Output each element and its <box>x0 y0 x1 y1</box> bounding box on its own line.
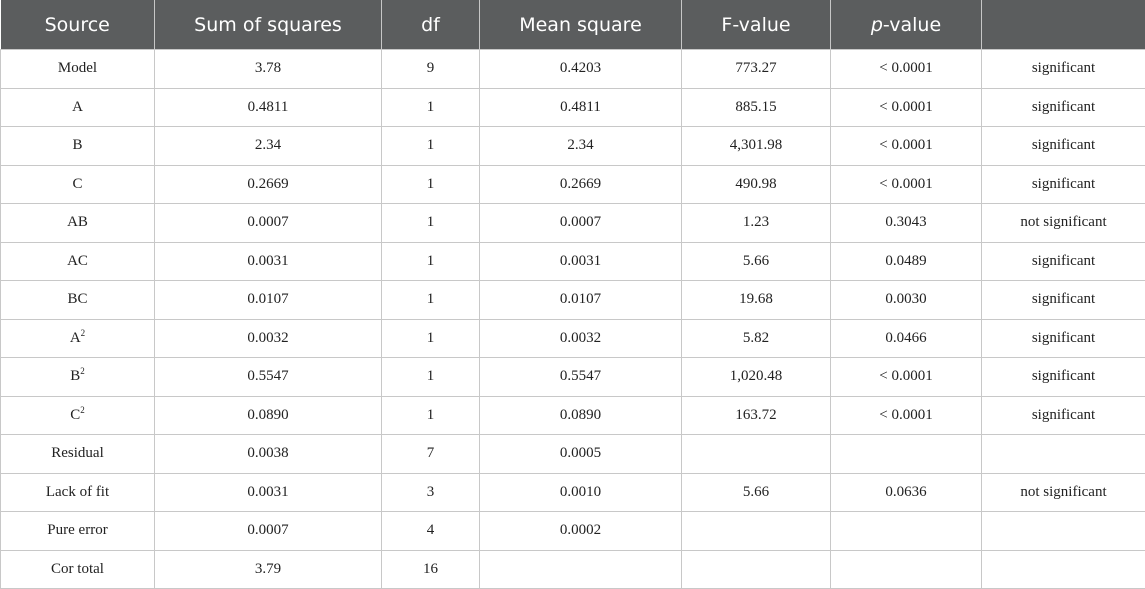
p-value-cell <box>831 127 982 166</box>
sum-of-squares-cell <box>155 512 382 551</box>
sum-of-squares-cell-text: 0.0032 <box>247 330 288 346</box>
table-row <box>1 319 1145 358</box>
df-cell-text: 1 <box>427 291 435 307</box>
mean-square-cell-text: 0.0107 <box>560 291 601 307</box>
df-cell <box>382 242 480 281</box>
df-cell-text: 1 <box>427 176 435 192</box>
sum-of-squares-cell <box>155 396 382 435</box>
mean-square-cell-text: 0.0031 <box>560 253 601 269</box>
mean-square-cell-text: 0.0007 <box>560 214 601 230</box>
sum-of-squares-cell <box>155 88 382 127</box>
source-cell-text: A <box>72 99 83 115</box>
significance-cell <box>982 204 1145 243</box>
p-value-cell-text: 0.0466 <box>885 330 926 346</box>
significance-cell-text: significant <box>1032 407 1095 423</box>
mean-square-cell <box>480 88 682 127</box>
source-cell-text: B <box>72 137 82 153</box>
sum-of-squares-cell <box>155 319 382 358</box>
df-cell <box>382 165 480 204</box>
source-superscript: 2 <box>80 405 85 415</box>
header-mean-square: Mean square <box>480 0 682 50</box>
table-row <box>1 281 1145 320</box>
p-value-cell-text: < 0.0001 <box>879 407 932 423</box>
significance-cell <box>982 88 1145 127</box>
sum-of-squares-cell-text: 2.34 <box>255 137 281 153</box>
source-cell <box>1 50 155 89</box>
mean-square-cell-text: 0.0010 <box>560 484 601 500</box>
source-cell <box>1 396 155 435</box>
p-value-cell <box>831 550 982 589</box>
df-cell-text: 1 <box>427 137 435 153</box>
df-cell-text: 1 <box>427 99 435 115</box>
sum-of-squares-cell <box>155 550 382 589</box>
p-value-cell-text: < 0.0001 <box>879 99 932 115</box>
mean-square-cell <box>480 319 682 358</box>
f-value-cell-text: 4,301.98 <box>730 137 783 153</box>
significance-cell <box>982 319 1145 358</box>
f-value-cell <box>682 435 831 474</box>
sum-of-squares-cell-text: 0.0107 <box>247 291 288 307</box>
header-sum-of-squares: Sum of squares <box>155 0 382 50</box>
source-cell-text: Lack of fit <box>46 484 109 500</box>
source-cell <box>1 88 155 127</box>
mean-square-cell <box>480 165 682 204</box>
df-cell <box>382 281 480 320</box>
source-cell <box>1 242 155 281</box>
source-cell <box>1 512 155 551</box>
source-cell-text: AC <box>67 253 88 269</box>
p-value-cell-text: < 0.0001 <box>879 137 932 153</box>
source-cell-text: Cor total <box>51 561 104 577</box>
significance-cell-text: significant <box>1032 176 1095 192</box>
table-header <box>1 0 1145 50</box>
source-cell <box>1 358 155 397</box>
p-value-cell <box>831 88 982 127</box>
p-value-cell <box>831 435 982 474</box>
significance-cell <box>982 550 1145 589</box>
significance-cell <box>982 50 1145 89</box>
f-value-cell <box>682 473 831 512</box>
p-value-cell <box>831 512 982 551</box>
sum-of-squares-cell-text: 0.0031 <box>247 484 288 500</box>
significance-cell-text: significant <box>1032 60 1095 76</box>
significance-cell <box>982 435 1145 474</box>
p-value-cell-text: 0.3043 <box>885 214 926 230</box>
df-cell <box>382 358 480 397</box>
df-cell <box>382 512 480 551</box>
mean-square-cell <box>480 512 682 551</box>
mean-square-cell <box>480 50 682 89</box>
sum-of-squares-cell <box>155 435 382 474</box>
table-row <box>1 88 1145 127</box>
df-cell <box>382 50 480 89</box>
source-cell-text: C <box>70 407 80 423</box>
table-row <box>1 165 1145 204</box>
significance-cell <box>982 512 1145 551</box>
mean-square-cell-text: 0.2669 <box>560 176 601 192</box>
mean-square-cell <box>480 435 682 474</box>
source-cell <box>1 319 155 358</box>
sum-of-squares-cell-text: 0.0038 <box>247 445 288 461</box>
p-value-cell <box>831 204 982 243</box>
source-cell-text: C <box>72 176 82 192</box>
source-cell-text: A <box>70 330 81 346</box>
df-cell-text: 4 <box>427 522 435 538</box>
f-value-cell-text: 1,020.48 <box>730 368 783 384</box>
sum-of-squares-cell <box>155 281 382 320</box>
f-value-cell-text: 5.66 <box>743 253 769 269</box>
p-value-cell-text: 0.0030 <box>885 291 926 307</box>
significance-cell <box>982 281 1145 320</box>
df-cell-text: 1 <box>427 253 435 269</box>
p-value-cell-text: < 0.0001 <box>879 176 932 192</box>
table-row <box>1 358 1145 397</box>
header-p-value <box>831 0 982 50</box>
f-value-cell-text: 19.68 <box>739 291 773 307</box>
significance-cell <box>982 473 1145 512</box>
p-value-cell <box>831 473 982 512</box>
table-row <box>1 127 1145 166</box>
mean-square-cell <box>480 242 682 281</box>
table-row <box>1 435 1145 474</box>
sum-of-squares-cell <box>155 204 382 243</box>
source-cell-text: AB <box>67 214 88 230</box>
significance-cell <box>982 165 1145 204</box>
sum-of-squares-cell-text: 0.5547 <box>247 368 288 384</box>
sum-of-squares-cell-text: 0.0031 <box>247 253 288 269</box>
source-cell-text: Model <box>58 60 97 76</box>
f-value-cell <box>682 50 831 89</box>
df-cell-text: 3 <box>427 484 435 500</box>
sum-of-squares-cell-text: 0.0007 <box>247 522 288 538</box>
source-cell <box>1 165 155 204</box>
df-cell <box>382 396 480 435</box>
f-value-cell-text: 5.66 <box>743 484 769 500</box>
header-significance <box>982 0 1145 50</box>
header-p-italic: p <box>871 14 883 36</box>
header-source: Source <box>1 0 155 50</box>
sum-of-squares-cell-text: 0.4811 <box>248 99 289 115</box>
mean-square-cell <box>480 396 682 435</box>
mean-square-cell-text: 0.4203 <box>560 60 601 76</box>
significance-cell-text: significant <box>1032 368 1095 384</box>
header-row <box>1 0 1145 50</box>
df-cell <box>382 88 480 127</box>
mean-square-cell <box>480 204 682 243</box>
f-value-cell <box>682 165 831 204</box>
df-cell <box>382 319 480 358</box>
table-row <box>1 512 1145 551</box>
significance-cell-text: significant <box>1032 330 1095 346</box>
source-cell-text: Pure error <box>47 522 107 538</box>
df-cell-text: 7 <box>427 445 435 461</box>
df-cell-text: 9 <box>427 60 435 76</box>
mean-square-cell-text: 0.0890 <box>560 407 601 423</box>
df-cell-text: 16 <box>423 561 438 577</box>
sum-of-squares-cell <box>155 165 382 204</box>
source-cell <box>1 473 155 512</box>
mean-square-cell-text: 0.5547 <box>560 368 601 384</box>
df-cell-text: 1 <box>427 368 435 384</box>
source-superscript: 2 <box>81 328 86 338</box>
mean-square-cell-text: 2.34 <box>567 137 593 153</box>
table-body <box>1 50 1145 589</box>
table-row <box>1 550 1145 589</box>
mean-square-cell-text: 0.0005 <box>560 445 601 461</box>
f-value-cell <box>682 88 831 127</box>
p-value-cell <box>831 50 982 89</box>
mean-square-cell <box>480 358 682 397</box>
f-value-cell-text: 5.82 <box>743 330 769 346</box>
significance-cell-text: significant <box>1032 253 1095 269</box>
table-row <box>1 473 1145 512</box>
f-value-cell <box>682 204 831 243</box>
f-value-cell <box>682 319 831 358</box>
source-cell-text: Residual <box>51 445 104 461</box>
p-value-cell <box>831 165 982 204</box>
df-cell <box>382 473 480 512</box>
sum-of-squares-cell-text: 3.78 <box>255 60 281 76</box>
p-value-cell-text: 0.0489 <box>885 253 926 269</box>
significance-cell-text: significant <box>1032 137 1095 153</box>
source-cell <box>1 550 155 589</box>
p-value-cell <box>831 242 982 281</box>
f-value-cell <box>682 358 831 397</box>
source-cell <box>1 281 155 320</box>
significance-cell-text: not significant <box>1020 214 1106 230</box>
source-cell-text: BC <box>67 291 87 307</box>
sum-of-squares-cell <box>155 358 382 397</box>
f-value-cell-text: 1.23 <box>743 214 769 230</box>
f-value-cell-text: 163.72 <box>735 407 776 423</box>
f-value-cell-text: 773.27 <box>735 60 776 76</box>
df-cell <box>382 204 480 243</box>
table-row <box>1 50 1145 89</box>
sum-of-squares-cell-text: 3.79 <box>255 561 281 577</box>
significance-cell <box>982 127 1145 166</box>
source-cell-text: B <box>70 368 80 384</box>
df-cell <box>382 127 480 166</box>
sum-of-squares-cell <box>155 127 382 166</box>
f-value-cell <box>682 396 831 435</box>
mean-square-cell <box>480 281 682 320</box>
significance-cell <box>982 396 1145 435</box>
source-superscript: 2 <box>80 366 85 376</box>
sum-of-squares-cell <box>155 242 382 281</box>
df-cell <box>382 435 480 474</box>
f-value-cell <box>682 242 831 281</box>
f-value-cell <box>682 281 831 320</box>
df-cell-text: 1 <box>427 330 435 346</box>
header-df: df <box>382 0 480 50</box>
f-value-cell <box>682 127 831 166</box>
mean-square-cell <box>480 127 682 166</box>
source-cell <box>1 435 155 474</box>
f-value-cell-text: 490.98 <box>735 176 776 192</box>
significance-cell <box>982 358 1145 397</box>
p-value-cell <box>831 281 982 320</box>
f-value-cell <box>682 550 831 589</box>
f-value-cell-text: 885.15 <box>735 99 776 115</box>
mean-square-cell <box>480 550 682 589</box>
f-value-cell <box>682 512 831 551</box>
table-row <box>1 396 1145 435</box>
sum-of-squares-cell-text: 0.2669 <box>247 176 288 192</box>
p-value-cell-text: 0.0636 <box>885 484 926 500</box>
df-cell-text: 1 <box>427 214 435 230</box>
p-value-cell <box>831 319 982 358</box>
mean-square-cell <box>480 473 682 512</box>
mean-square-cell-text: 0.0032 <box>560 330 601 346</box>
p-value-cell <box>831 358 982 397</box>
df-cell <box>382 550 480 589</box>
significance-cell <box>982 242 1145 281</box>
header-f-value: F-value <box>682 0 831 50</box>
p-value-cell <box>831 396 982 435</box>
significance-cell-text: significant <box>1032 291 1095 307</box>
sum-of-squares-cell-text: 0.0890 <box>247 407 288 423</box>
mean-square-cell-text: 0.0002 <box>560 522 601 538</box>
sum-of-squares-cell <box>155 473 382 512</box>
df-cell-text: 1 <box>427 407 435 423</box>
significance-cell-text: not significant <box>1020 484 1106 500</box>
table-row <box>1 204 1145 243</box>
sum-of-squares-cell <box>155 50 382 89</box>
p-value-cell-text: < 0.0001 <box>879 60 932 76</box>
table-row <box>1 242 1145 281</box>
p-value-cell-text: < 0.0001 <box>879 368 932 384</box>
source-cell <box>1 204 155 243</box>
mean-square-cell-text: 0.4811 <box>560 99 601 115</box>
significance-cell-text: significant <box>1032 99 1095 115</box>
sum-of-squares-cell-text: 0.0007 <box>247 214 288 230</box>
header-p-suffix: -value <box>883 14 941 36</box>
source-cell <box>1 127 155 166</box>
